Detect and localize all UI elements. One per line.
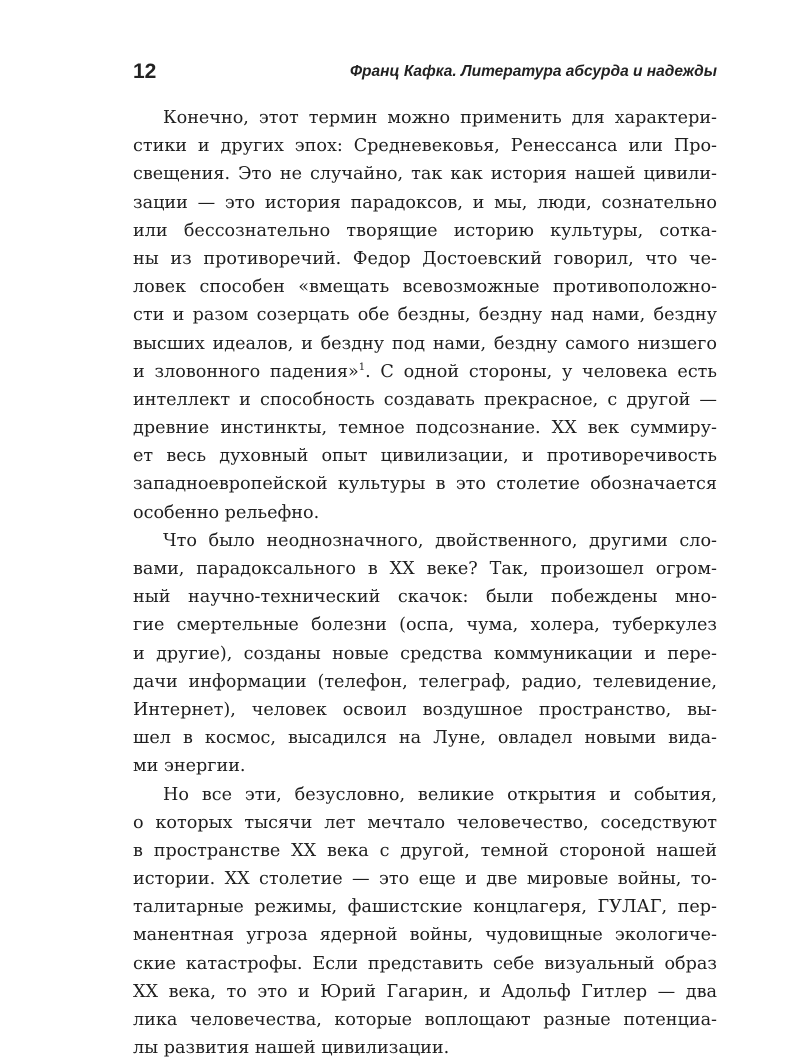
text-line: ми энергии. [133,752,717,780]
text-line: шел в космос, высадился на Луне, овладел новыми вида- [133,724,717,752]
text-line: вами, парадоксального в XX веке? Так, произошел огром- [133,555,717,583]
text-line: и другие), созданы новые средства коммуникации и пере- [133,640,717,668]
text-line: ет весь духовный опыт цивилизации, и противоречивость [133,442,717,470]
body-text [133,104,717,1062]
page-header [133,60,717,90]
text-line: талитарные режимы, фашистские концлагеря, ГУЛАГ, пер- [133,893,717,921]
running-title: Франц Кафка. Литература абсурда и надежды [350,63,717,81]
text-line: гие смертельные болезни (оспа, чума, холера, туберкулез [133,611,717,639]
text-line: о которых тысячи лет мечтало человечество, соседствуют [133,809,717,837]
text-line: интеллект и способность создавать прекрасное, с другой — [133,386,717,414]
text-line: Интернет), человек освоил воздушное пространство, вы- [133,696,717,724]
text-line: свещения. Это не случайно, так как история нашей цивили- [133,160,717,188]
text-line: Что было неоднозначного, двойственного, другими сло- [133,527,717,555]
page-number: 12 [133,60,156,84]
text-line: ские катастрофы. Если представить себе визуальный образ [133,950,717,978]
text-line: стики и других эпох: Средневековья, Ренессанса или Про- [133,132,717,160]
text-segment: и зловонного падения» [133,362,359,382]
text-line: зации — это история парадоксов, и мы, люди, сознательно [133,189,717,217]
text-line: древние инстинкты, темное подсознание. XX век суммиру- [133,414,717,442]
text-line: сти и разом созерцать обе бездны, бездну над нами, бездну [133,301,717,329]
text-line: истории. XX столетие — это еще и две мировые войны, то- [133,865,717,893]
text-line: лика человечества, которые воплощают разные потенциа- [133,1006,717,1034]
footnote-mark: 1 [359,362,365,373]
paragraph-2 [133,527,717,781]
text-line: ны из противоречий. Федор Достоевский говорил, что че- [133,245,717,273]
text-line: в пространстве XX века с другой, темной стороной нашей [133,837,717,865]
text-line: лы развития нашей цивилизации. [133,1034,717,1062]
text-line: западноевропейской культуры в это столетие обозначается [133,470,717,498]
text-line: ловек способен «вмещать всевозможные противоположно- [133,273,717,301]
text-line: или бессознательно творящие историю культуры, сотка- [133,217,717,245]
paragraph-1 [133,104,717,527]
text-line: Но все эти, безусловно, великие открытия и события, [133,781,717,809]
text-line: манентная угроза ядерной войны, чудовищные экологиче- [133,921,717,949]
paragraph-3 [133,781,717,1062]
text-line: ный научно-технический скачок: были побеждены мно- [133,583,717,611]
text-segment: . С одной стороны, у человека есть [365,362,717,382]
text-line: XX века, то это и Юрий Гагарин, и Адольф Гитлер — два [133,978,717,1006]
text-line: дачи информации (телефон, телеграф, радио, телевидение, [133,668,717,696]
text-line: Конечно, этот термин можно применить для характери- [133,104,717,132]
text-line: высших идеалов, и бездну под нами, бездну самого низшего [133,330,717,358]
text-line-with-footnote [133,358,717,386]
text-line: особенно рельефно. [133,499,717,527]
